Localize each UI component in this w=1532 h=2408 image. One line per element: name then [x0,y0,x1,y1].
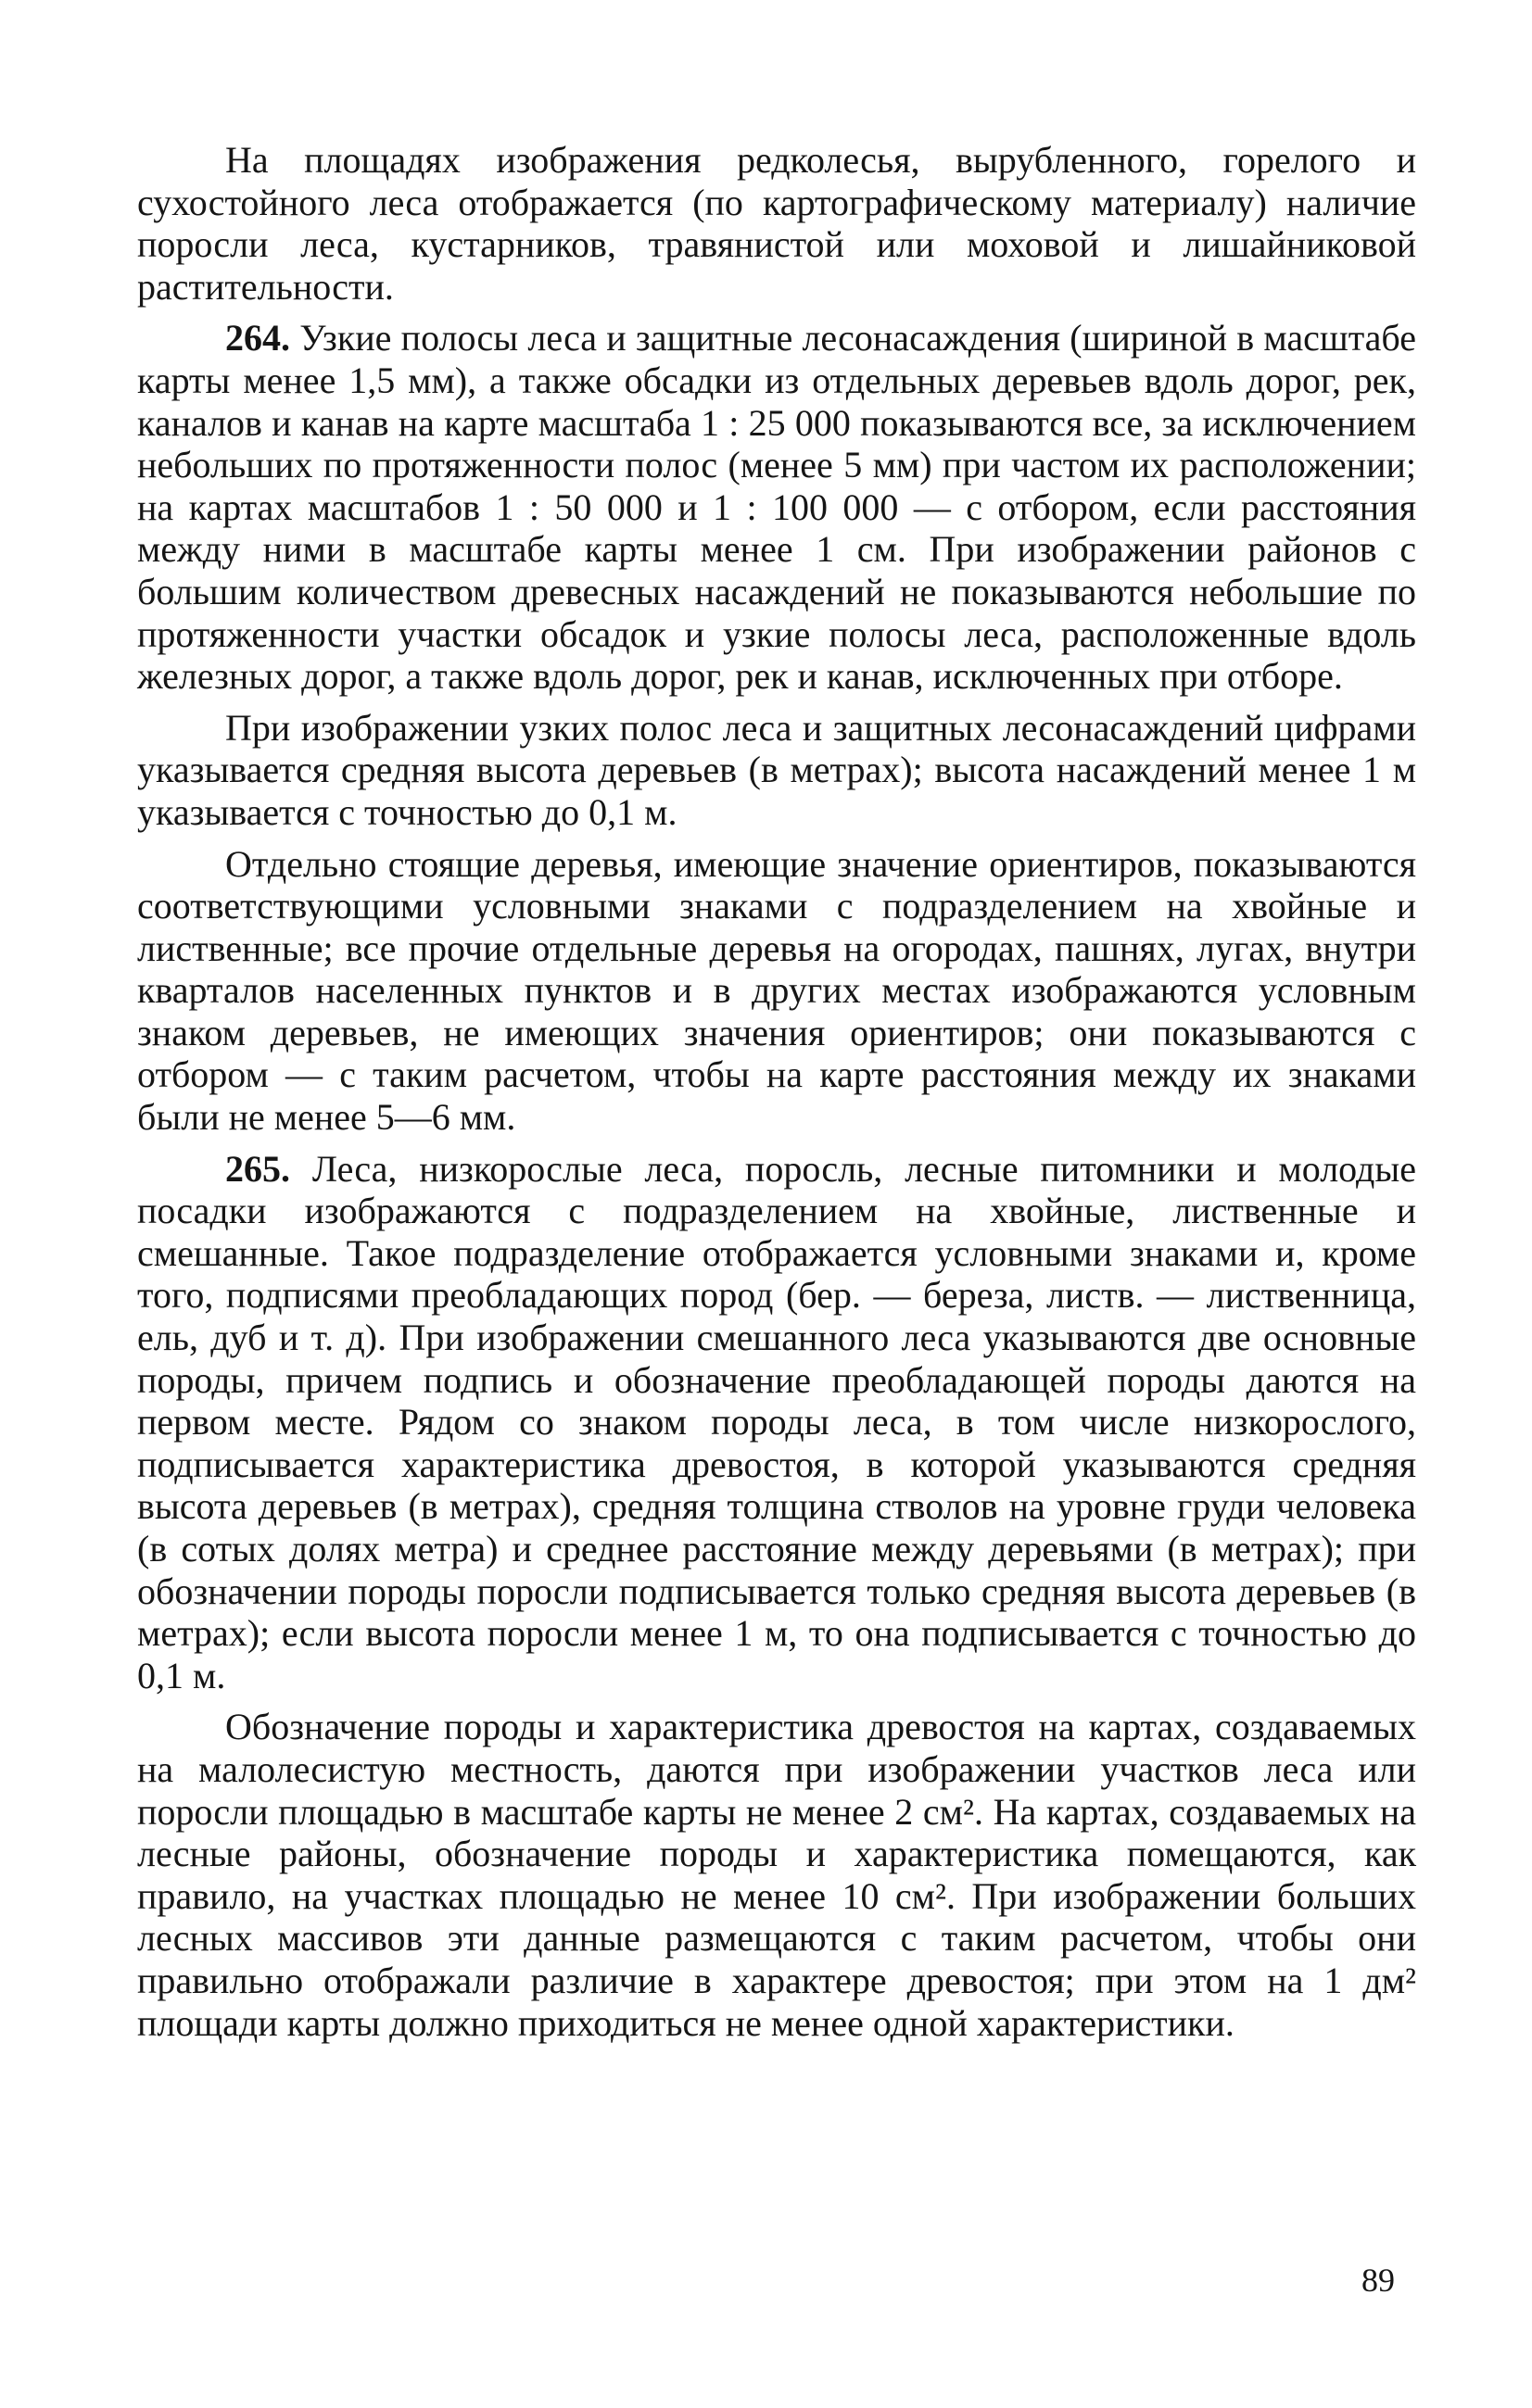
paragraph-3 [137,707,1416,834]
paragraph-265 [137,1148,1416,1697]
paragraph-3-text: При изображении узких полос леса и защитных лесонасаждений цифрами указывается средняя высота деревьев (в метрах); высота насаждений менее 1 м указывается с точностью до 0,1 м. [137,706,1416,833]
section-number-265: 265. [225,1147,290,1190]
page-body [137,139,1416,2053]
section-number-264: 264. [225,317,290,359]
paragraph-4 [137,843,1416,1139]
paragraph-6 [137,1706,1416,2044]
paragraph-264-text: Узкие полосы леса и защитные лесонасаждения (шириной в масштабе карты менее 1,5 мм), а также обсадки из отдельных деревьев вдоль дорог, рек, каналов и канав на карте масштаба 1 : 25 000 показываются все, за исключением небольших по протяженности полос (менее 5 мм) при частом их расположении; на картах масштабов 1 : 50 000 и 1 : 100 000 — с отбором, если расстояния между ними в масштабе карты менее 1 см. При изображении районов с большим количеством древесных насаждений не показываются небольшие по протяженности участки обсадок и узкие полосы леса, расположенные вдоль железных дорог, а также вдоль дорог, рек и канав, исключенных при отборе. [137,317,1416,698]
page-number: 89 [1361,2262,1395,2299]
paragraph-4-text: Отдельно стоящие деревья, имеющие значение ориентиров, показываются соответствующими условными знаками с подразделением на хвойные и лиственные; все прочие отдельные деревья на огородах, пашнях, лугах, внутри кварталов населенных пунктов и в других местах изображаются условным знаком деревьев, не имеющих значения ориентиров; они показываются с отбором — с таким расчетом, чтобы на карте расстояния между их знаками были не менее 5—6 мм. [137,842,1416,1139]
paragraph-265-text: Леса, низкорослые леса, поросль, лесные питомники и молодые посадки изображаются с подразделением на хвойные, лиственные и смешанные. Такое подразделение отображается условными знаками и, кроме того, подписями преобладающих пород (бер. — береза, листв. — лиственница, ель, дуб и т. д). При изображении смешанного леса указываются две основные породы, причем подпись и обозначение преобладающей породы даются на первом месте. Рядом со знаком породы леса, в том числе низкорослого, подписывается характеристика древостоя, в которой указываются средняя высота деревьев (в метрах), средняя толщина стволов на уровне груди человека (в сотых долях метра) и среднее расстояние между деревьями (в метрах); при обозначении породы поросли подписывается только средняя высота деревьев (в метрах); если высота поросли менее 1 м, то она подписывается с точностью до 0,1 м. [137,1147,1416,1696]
paragraph-1 [137,139,1416,308]
paragraph-1-text: На площадях изображения редколесья, вырубленного, горелого и сухостойного леса отображается (по картографическому материалу) наличие поросли леса, кустарников, травянистой или моховой и лишайниковой растительности. [137,139,1416,308]
paragraph-264 [137,317,1416,697]
paragraph-6-text: Обозначение породы и характеристика древостоя на картах, создаваемых на малолесистую местность, даются при изображении участков леса или поросли площадью в масштабе карты не менее 2 см². На картах, создаваемых на лесные районы, обозначение породы и характеристика помещаются, как правило, на участках площадью не менее 10 см². При изображении больших лесных массивов эти данные размещаются с таким расчетом, чтобы они правильно отображали различие в характере древостоя; при этом на 1 дм² площади карты должно приходиться не менее одной характеристики. [137,1706,1416,2044]
